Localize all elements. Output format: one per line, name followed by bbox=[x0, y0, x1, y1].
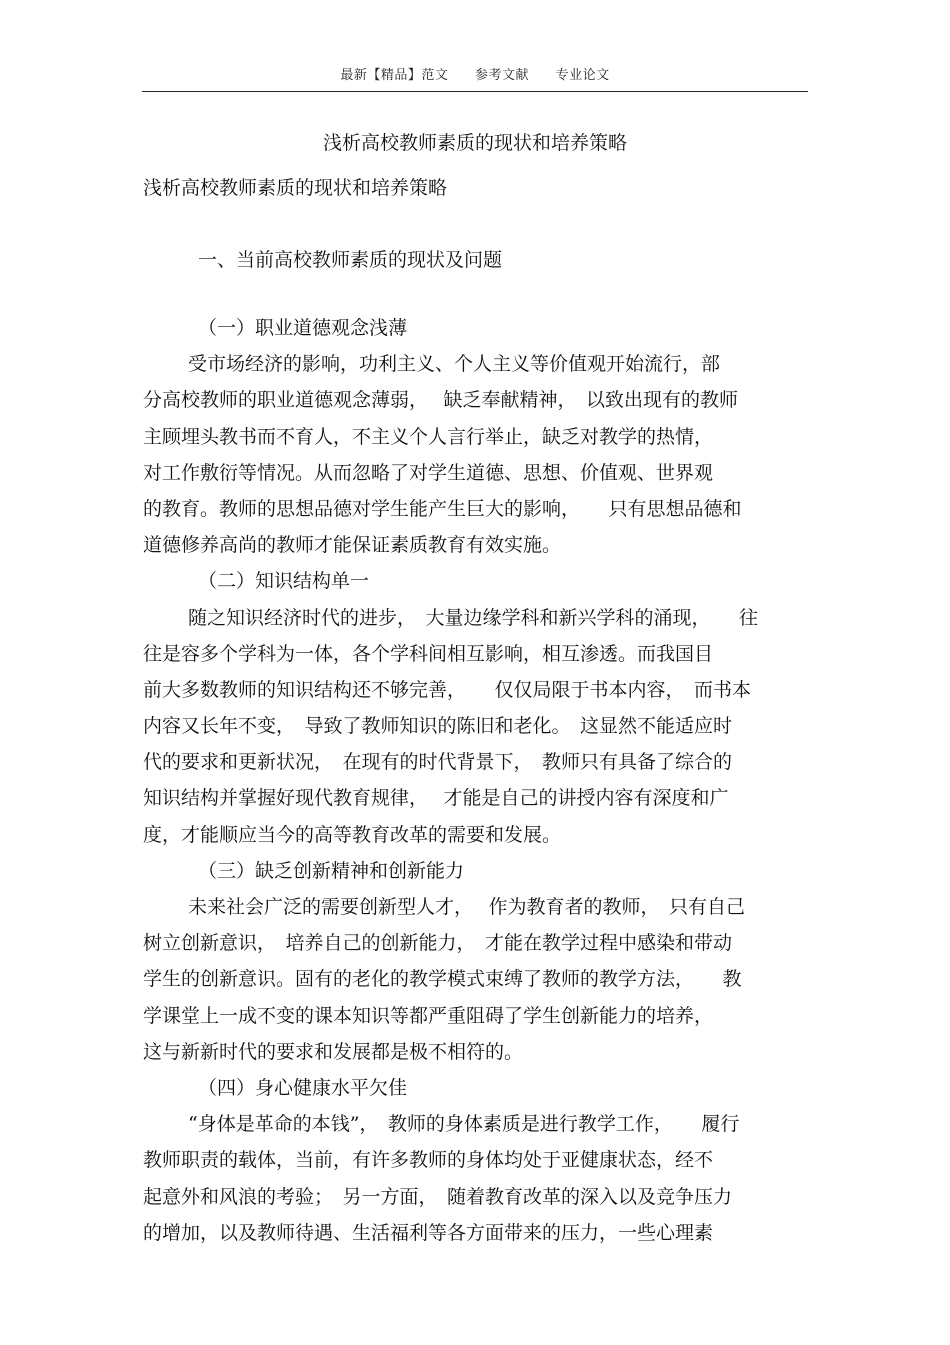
subsection-heading: （一）职业道德观念浅薄 bbox=[198, 317, 408, 339]
page-header bbox=[0, 64, 950, 83]
body-line: 起意外和风浪的考验； 另一方面， 随着教育改革的深入以及竞争压力 bbox=[143, 1185, 733, 1208]
body-line: 前大多数教师的知识结构还不够完善， 仅仅局限于书本内容， 而书本 bbox=[143, 678, 752, 701]
body-line: 主顾埋头教书而不育人，不主义个人言行举止，缺乏对教学的热情， bbox=[143, 425, 714, 448]
body-line: 往是容多个学科为一体，各个学科间相互影响，相互渗透。而我国目 bbox=[143, 642, 714, 665]
header-item-fanwen: 最新【精品】范文 bbox=[340, 68, 449, 83]
header-item-references: 参考文献 bbox=[474, 68, 529, 83]
section-heading: 一、当前高校教师素质的现状及问题 bbox=[198, 249, 503, 271]
document-title: 浅析高校教师素质的现状和培养策略 bbox=[322, 132, 627, 154]
body-line: 教师职责的载体，当前，有许多教师的身体均处于亚健康状态，经不 bbox=[143, 1149, 714, 1172]
body-line: 度，才能顺应当今的高等教育改革的需要和发展。 bbox=[143, 823, 562, 846]
body-text bbox=[143, 310, 807, 1251]
body-line: 对工作敷衍等情况。从而忽略了对学生道德、思想、价值观、世界观 bbox=[143, 461, 714, 484]
body-line: 道德修养高尚的教师才能保证素质教育有效实施。 bbox=[143, 534, 562, 557]
body-line: 代的要求和更新状况， 在现有的时代背景下， 教师只有具备了综合的 bbox=[143, 751, 733, 774]
body-line: 学课堂上一成不变的课本知识等都严重阻碍了学生创新能力的培养， bbox=[143, 1004, 714, 1027]
header-item-papers: 专业论文 bbox=[555, 68, 610, 83]
subsection-heading: （四）身心健康水平欠佳 bbox=[198, 1076, 408, 1099]
body-line: 这与新新时代的要求和发展都是极不相符的。 bbox=[143, 1040, 524, 1063]
body-line: “身体是革命的本钱”， 教师的身体素质是进行教学工作， 履行 bbox=[188, 1113, 740, 1136]
body-line: 随之知识经济时代的进步， 大量边缘学科和新兴学科的涌现， 往 bbox=[188, 606, 759, 629]
body-line: 学生的创新意识。固有的老化的教学模式束缚了教师的教学方法， 教 bbox=[143, 968, 742, 991]
subsection-heading: （三）缺乏创新精神和创新能力 bbox=[198, 859, 465, 882]
body-line: 的增加，以及教师待遇、生活福利等各方面带来的压力，一些心理素 bbox=[143, 1221, 714, 1244]
body-line: 受市场经济的影响，功利主义、个人主义等价值观开始流行，部 bbox=[188, 353, 721, 376]
body-line: 分高校教师的职业道德观念薄弱， 缺乏奉献精神， 以致出现有的教师 bbox=[143, 389, 739, 412]
body-line: 知识结构并掌握好现代教育规律， 才能是自己的讲授内容有深度和广 bbox=[143, 787, 729, 810]
body-line: 树立创新意识， 培养自己的创新能力， 才能在教学过程中感染和带动 bbox=[143, 932, 733, 955]
body-line: 内容又长年不变， 导致了教师知识的陈旧和老化。 这显然不能适应时 bbox=[143, 715, 733, 738]
subsection-heading: （二）知识结构单一 bbox=[198, 570, 370, 593]
body-line: 未来社会广泛的需要创新型人才， 作为教育者的教师， 只有自己 bbox=[188, 896, 746, 918]
header-divider bbox=[142, 91, 808, 92]
document-subtitle: 浅析高校教师素质的现状和培养策略 bbox=[143, 177, 448, 199]
body-line: 的教育。教师的思想品德对学生能产生巨大的影响， 只有思想品德和 bbox=[143, 497, 742, 520]
